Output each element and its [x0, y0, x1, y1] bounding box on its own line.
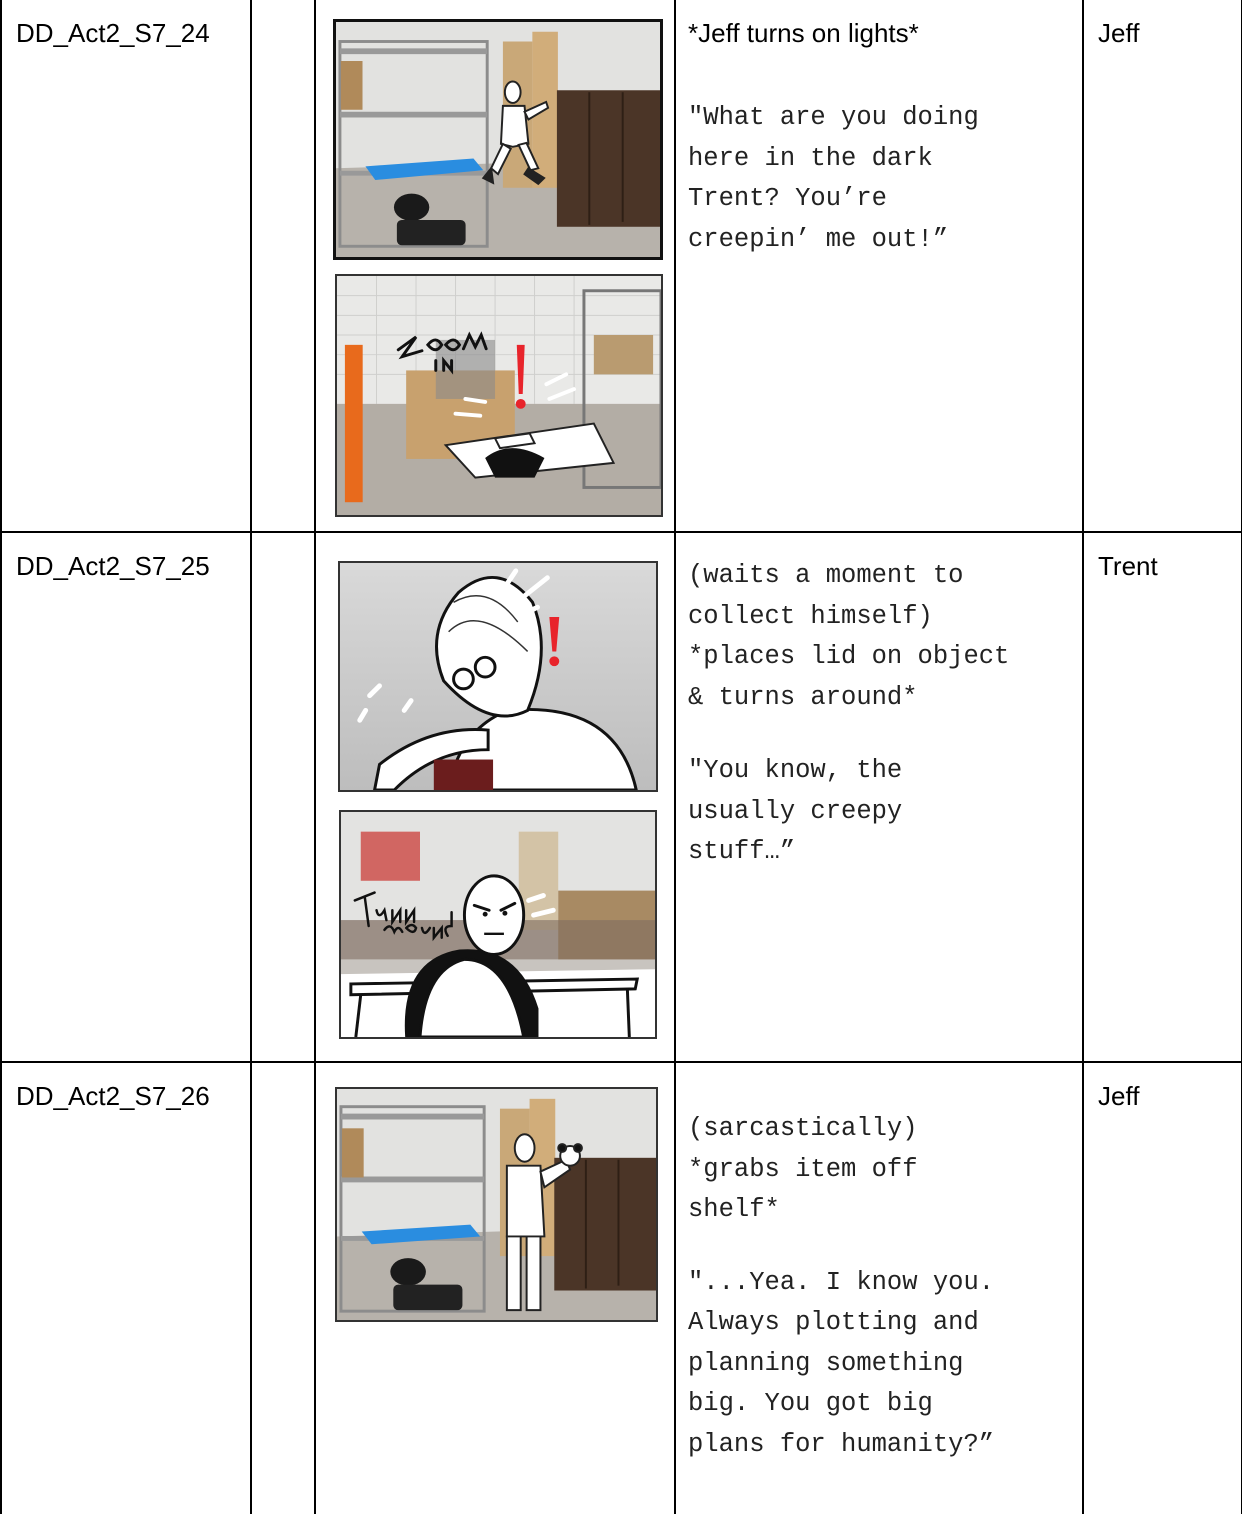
- storage-room-illustration: [336, 22, 660, 257]
- character-name: Jeff: [1098, 1081, 1140, 1111]
- direction-line: (waits a moment to: [688, 561, 964, 590]
- character-cell: [1083, 532, 1242, 1062]
- shot-id: DD_Act2_S7_26: [16, 1081, 210, 1111]
- direction-block: [676, 1063, 1082, 1231]
- dialogue-block: [676, 718, 1082, 873]
- action-text: *Jeff turns on lights*: [688, 18, 919, 48]
- dialogue-line: "You know, the: [688, 756, 903, 785]
- script-cell: [675, 532, 1083, 1062]
- script-cell: [675, 1062, 1083, 1514]
- dialogue-line: plans for humanity?”: [688, 1429, 995, 1459]
- direction-block: [676, 533, 1082, 718]
- shot-id-cell: [1, 1062, 251, 1514]
- dialogue-line: big. You got big: [688, 1389, 933, 1418]
- blank-cell: [251, 1062, 315, 1514]
- dialogue-line: usually creepy: [688, 796, 903, 826]
- storage-room-grab-illustration: [337, 1089, 656, 1320]
- storyboard-panel-turn-around: [339, 810, 657, 1039]
- trent-turn-illustration: [341, 812, 655, 1037]
- shot-id: DD_Act2_S7_25: [16, 551, 210, 581]
- direction-line: (sarcastically): [688, 1114, 918, 1143]
- dialogue-line: stuff…”: [688, 837, 796, 866]
- direction-line: shelf*: [688, 1195, 780, 1224]
- dialogue-line: Trent? You’re: [688, 184, 887, 213]
- shot-id-cell: [1, 532, 251, 1062]
- storyboard-panel-trent-startled: [338, 561, 658, 792]
- dialogue-block: [676, 50, 1082, 260]
- dialogue-line: "...Yea. I know you.: [688, 1267, 995, 1297]
- dialogue-block: [676, 1231, 1082, 1466]
- blank-cell: [251, 532, 315, 1062]
- dialogue-line: here in the dark: [688, 143, 933, 173]
- direction-line: collect himself): [688, 601, 933, 631]
- dialogue-line: creepin’ me out!”: [688, 224, 949, 254]
- character-cell: [1083, 1062, 1242, 1514]
- storyboard-panel-jeff-enters: [333, 19, 663, 260]
- storyboard-panel-jeff-grabs-item: [335, 1087, 658, 1322]
- dialogue-line: planning something: [688, 1348, 964, 1378]
- trent-closeup-illustration: [340, 563, 656, 790]
- storyboard-panel-zoom-in: [335, 274, 663, 517]
- direction-line: *places lid on object: [688, 642, 1010, 671]
- blank-cell: [251, 0, 315, 532]
- dialogue-line: "What are you doing: [688, 103, 979, 132]
- script-cell: [675, 0, 1083, 532]
- character-name: Jeff: [1098, 18, 1140, 48]
- direction-line: *grabs item off: [688, 1154, 918, 1184]
- direction-line: & turns around*: [688, 682, 918, 712]
- character-cell: [1083, 0, 1242, 532]
- character-name: Trent: [1098, 551, 1158, 581]
- shot-id-cell: [1, 0, 251, 532]
- dialogue-line: Always plotting and: [688, 1308, 979, 1337]
- shot-id: DD_Act2_S7_24: [16, 18, 210, 48]
- workshop-illustration: [337, 276, 661, 515]
